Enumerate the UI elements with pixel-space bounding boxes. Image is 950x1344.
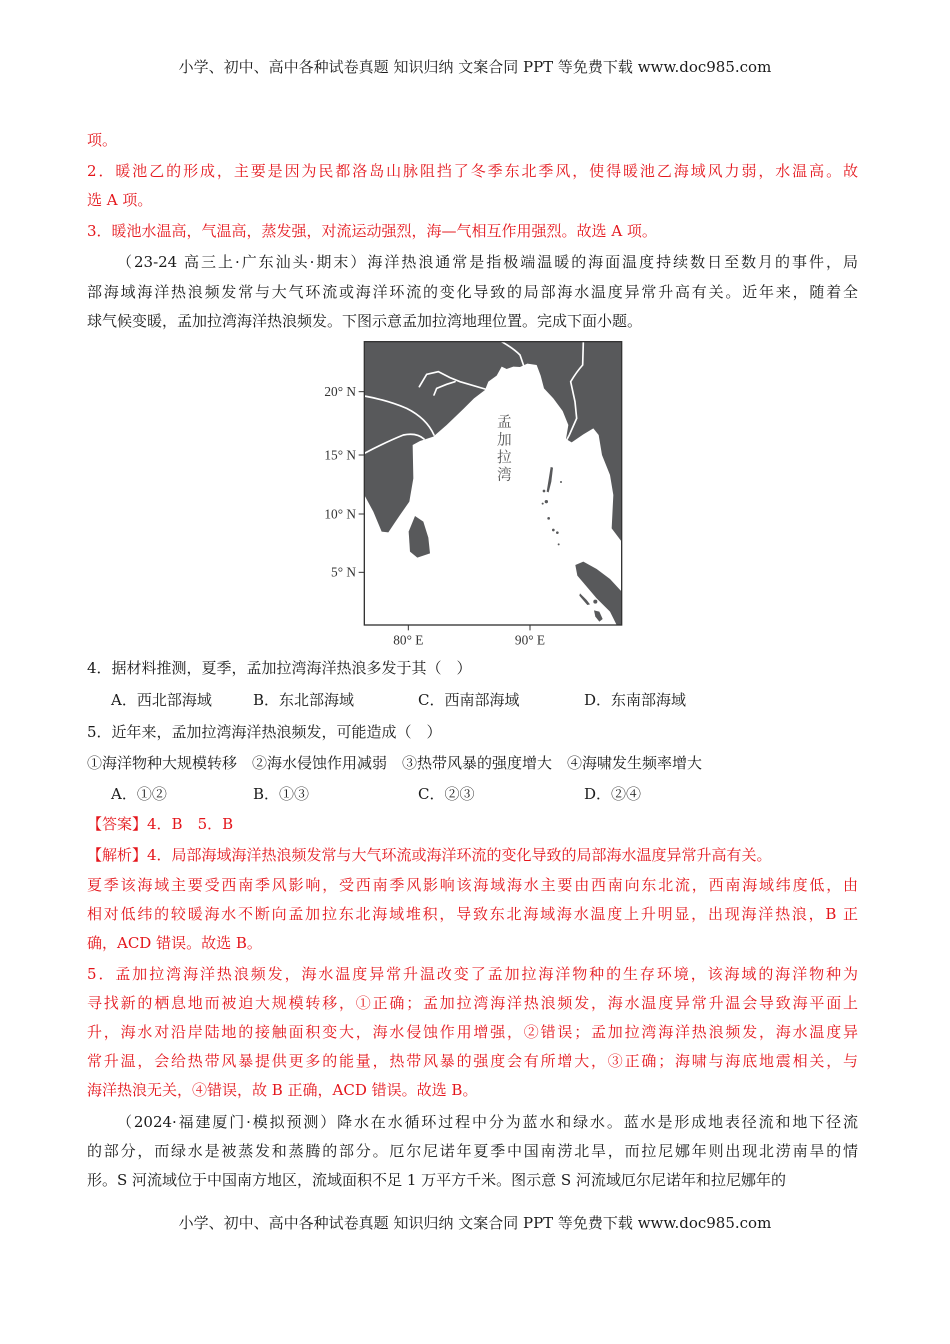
q5-option-c: C．②③ — [418, 785, 475, 803]
prev-answer-line: 项。 — [87, 131, 118, 149]
lat-label: 5° N — [331, 564, 356, 580]
passage-line: 部海域海洋热浪频发常与大气环流或海洋环流的变化导致的局部海水温度异常升高有关。近年来，随着全 — [87, 283, 858, 301]
q4-option-b: B．东北部海域 — [253, 691, 355, 709]
q5-option-a: A．①② — [111, 785, 167, 803]
passage-line: 球气候变暖，孟加拉湾海洋热浪频发。下图示意孟加拉湾地理位置。完成下面小题。 — [87, 312, 643, 330]
answer-line: 【答案】4．B 5．B — [87, 815, 234, 833]
passage-line: （23-24 高三上·广东汕头·期末）海洋热浪通常是指极端温暖的海面温度持续数日至数月的事件，局 — [117, 253, 858, 271]
sea-label-char: 湾 — [496, 466, 512, 484]
q5-option-d: D．②④ — [584, 785, 642, 803]
analysis-line: 常升温，会给热带风暴提供更多的能量，热带风暴的强度会有所增大，③正确；海啸与海底地震相关，与 — [87, 1052, 858, 1070]
question-4-stem: 4．据材料推测，夏季，孟加拉湾海洋热浪多发于其（ ） — [87, 659, 472, 677]
analysis-line: 确，ACD 错误。故选 B。 — [87, 934, 262, 952]
analysis-line: 寻找新的栖息地而被迫大规模转移，①正确；孟加拉湾海洋热浪频发，海水温度异常升温会导致海平面上 — [87, 994, 858, 1012]
question-5-stem: 5．近年来，孟加拉湾海洋热浪频发，可能造成（ ） — [87, 723, 442, 741]
next-passage-line: （2024·福建厦门·模拟预测）降水在水循环过程中分为蓝水和绿水。蓝水是形成地表径流和地下径流 — [117, 1113, 858, 1131]
bay-of-bengal-map — [320, 335, 630, 650]
next-passage-line: 的部分，而绿水是被蒸发和蒸腾的部分。厄尔尼诺年夏季中国南涝北旱，而拉尼娜年则出现北涝南旱的情 — [87, 1142, 858, 1160]
prev-answer-line: 3．暖池水温高，气温高，蒸发强，对流运动强烈，海—气相互作用强烈。故选 A 项。 — [87, 222, 657, 240]
next-passage-line: 形。S 河流域位于中国南方地区，流域面积不足 1 万平方千米。图示意 S 河流域厄尔尼诺年和拉尼娜年的 — [87, 1171, 786, 1189]
prev-answer-line: 选 A 项。 — [87, 191, 153, 209]
sea-label-char: 孟 — [496, 413, 512, 431]
lat-label: 10° N — [324, 506, 356, 522]
sea-label-char: 拉 — [496, 449, 512, 466]
analysis-line: 升，海水对沿岸陆地的接触面积变大，海水侵蚀作用增强，②错误；孟加拉湾海洋热浪频发，海水温度异 — [87, 1023, 858, 1041]
question-5-statements: ①海洋物种大规模转移 ②海水侵蚀作用减弱 ③热带风暴的强度增大 ④海啸发生频率增大 — [87, 754, 703, 772]
page-footer: 小学、初中、高中各种试卷真题 知识归纳 文案合同 PPT 等免费下载 www.doc985.com — [178, 1214, 772, 1232]
q4-option-c: C．西南部海域 — [418, 691, 520, 709]
q4-option-d: D．东南部海域 — [584, 691, 687, 709]
lon-label: 80° E — [393, 632, 424, 648]
analysis-line: 5．孟加拉湾海洋热浪频发，海水温度异常升温改变了孟加拉海洋物种的生存环境，该海域的海洋物种为 — [87, 965, 858, 983]
sea-label-char: 加 — [496, 431, 512, 449]
analysis-line: 【解析】4．局部海域海洋热浪频发常与大气环流或海洋环流的变化导致的局部海水温度异常升高有关。 — [87, 846, 772, 864]
analysis-line: 海洋热浪无关，④错误，故 B 正确，ACD 错误。故选 B。 — [87, 1081, 478, 1099]
lat-label: 15° N — [324, 447, 356, 463]
lon-label: 90° E — [514, 632, 546, 648]
prev-answer-line: 2．暖池乙的形成，主要是因为民都洛岛山脉阻挡了冬季东北季风，使得暖池乙海域风力弱，水温高。故 — [87, 162, 858, 180]
q5-option-b: B．①③ — [253, 785, 310, 803]
lat-label: 20° N — [324, 384, 356, 399]
page-header: 小学、初中、高中各种试卷真题 知识归纳 文案合同 PPT 等免费下载 www.doc985.com — [178, 58, 772, 76]
q4-option-a: A．西北部海域 — [111, 691, 212, 709]
analysis-line: 夏季该海域主要受西南季风影响，受西南季风影响该海域海水主要由西南向东北流，西南海域纬度低，由 — [87, 876, 858, 894]
analysis-line: 相对低纬的较暖海水不断向孟加拉东北海域堆积，导致东北海域海水温度上升明显，出现海洋热浪，B 正 — [87, 905, 858, 923]
